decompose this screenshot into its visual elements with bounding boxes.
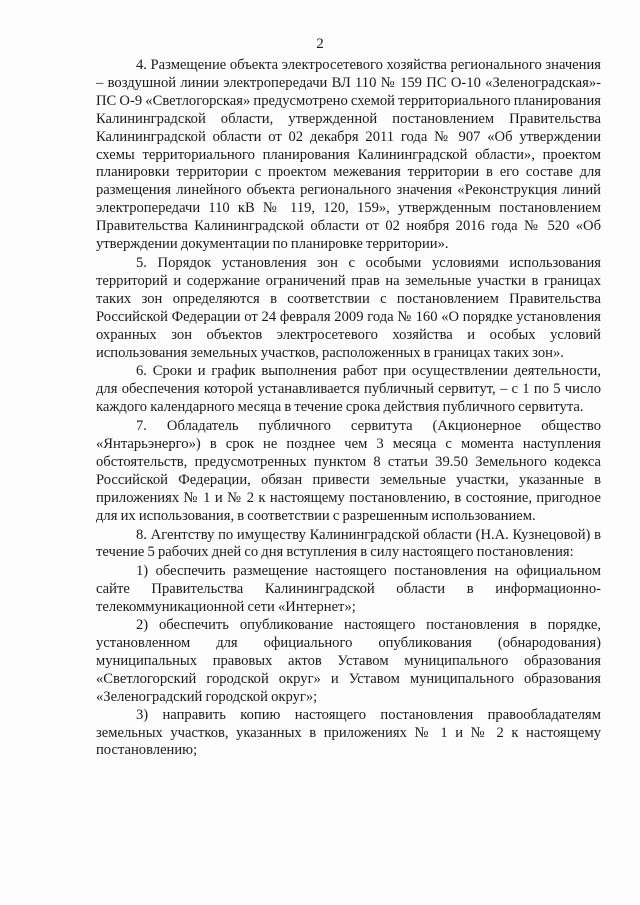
paragraph-7: 7. Обладатель публичного сервитута (Акционерное общество «Янтарьэнерго») в срок не позднее чем 3 месяца с момента наступления обстоятельств, предусмотренных пунктом 8 статьи 39.50 Земельного кодекса Российской Федерации, обязан привести земельные участки, указанные в приложениях № 1 и № 2 к настоящему постановлению, в состояние, пригодное для их использования, в соответствии с разрешенным использованием. [96, 418, 601, 524]
paragraph-6: 6. Сроки и график выполнения работ при осуществлении деятельности, для обеспечения которой устанавливается публичный сервитут, – с 1 по 5 число каждого календарного месяца в течение срока действия публичного сервитута. [96, 363, 601, 416]
subitem-2: 2) обеспечить опубликование настоящего постановления в порядке, установленном для официального опубликования (обнародования) муниципальных правовых актов Уставом муниципального образования «Светлогорский городской округ» и Уставом муниципального образования «Зеленоградский городской округ»; [96, 617, 601, 705]
subitem-3: 3) направить копию настоящего постановления правообладателям земельных участков, указанных в приложениях № 1 и № 2 к настоящему постановлению; [96, 706, 601, 759]
paragraph-4: 4. Размещение объекта электросетевого хозяйства регионального значения – воздушной линии электропередачи ВЛ 110 № 159 ПС О-10 «Зеленоградская»-ПС О-9 «Светлогорская» предусмотрено схемой территориального планирования Калининградской области, утвержденной постановлением Правительства Калининградской области от 02 декабря 2011 года № 907 «Об утверждении схемы территориального планирования Калининградской области», проектом планировки территории с проектом межевания территории в его составе для размещения линейного объекта регионального значения «Реконструкция линий электропередачи 110 кВ № 119, 120, 159», утвержденным постановлением Правительства Калининградской области от 02 ноября 2016 года № 520 «Об утверждении документации по планировке территории». [96, 57, 601, 253]
paragraph-8: 8. Агентству по имуществу Калининградской области (Н.А. Кузнецовой) в течение 5 рабочих дней со дня вступления в силу настоящего постановления: [96, 526, 601, 561]
paragraph-5: 5. Порядок установления зон с особыми условиями использования территорий и содержание ограничений прав на земельные участки в границах таких зон определяются в соответствии с постановлением Правительства Российской Федерации от 24 февраля 2009 года № 160 «О порядке установления охранных зон объектов электросетевого хозяйства и особых условий использования земельных участков, расположенных в границах таких зон». [96, 254, 601, 361]
document-body [96, 57, 601, 760]
page-number: 2 [316, 36, 324, 52]
subitem-1: 1) обеспечить размещение настоящего постановления на официальном сайте Правительства Калининградской области в информационно-телекоммуникационной сети «Интернет»; [96, 563, 601, 616]
